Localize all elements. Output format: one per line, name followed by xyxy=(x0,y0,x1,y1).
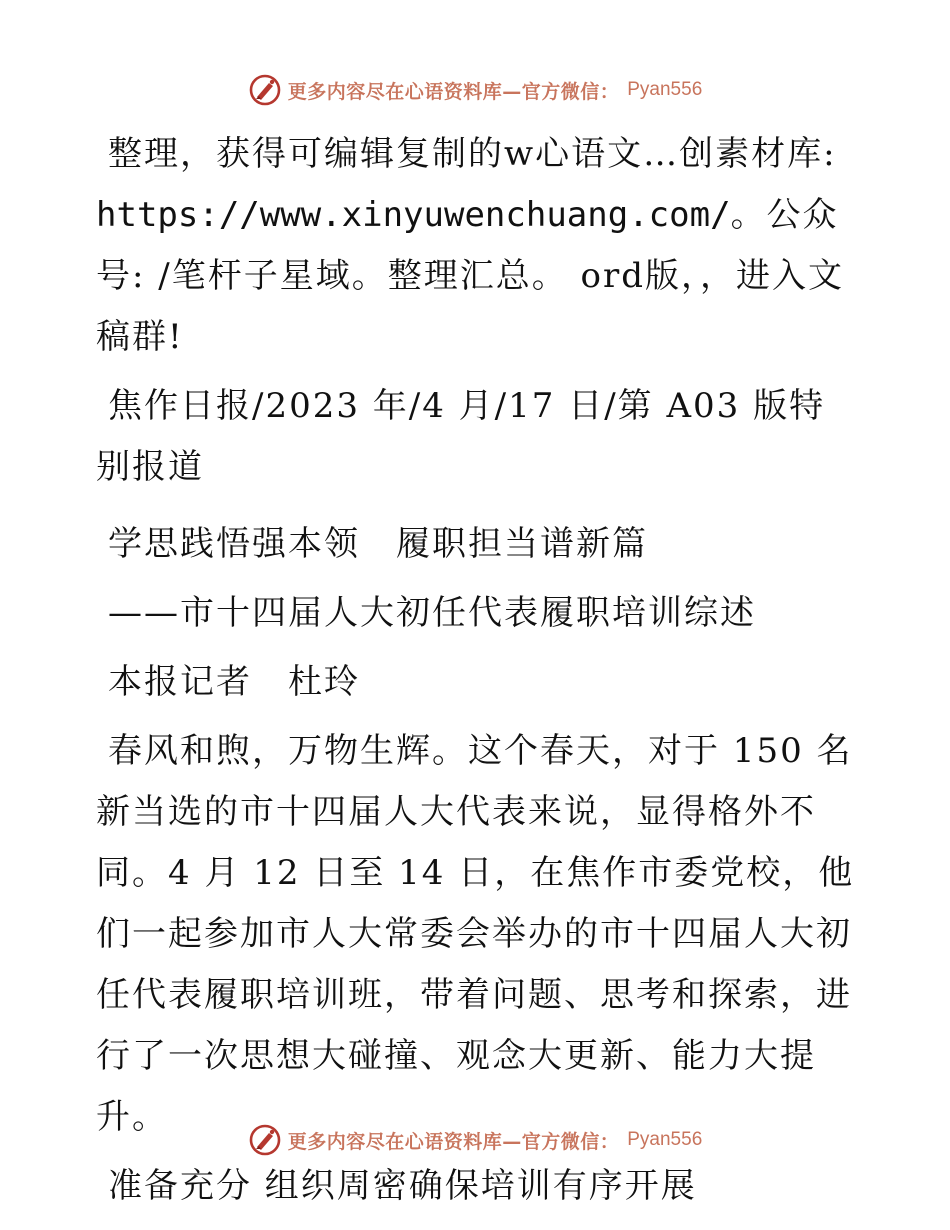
byline: 本报记者 杜玲 xyxy=(108,662,360,702)
section-heading: 准备充分 组织周密确保培训有序开展 xyxy=(108,1166,697,1206)
watermark-text: 更多内容尽在心语资料库—官方微信： xyxy=(287,80,620,103)
lead-paragraph: 春风和煦，万物生辉。这个春天，对于 150 名新当选的市十四届人大代表来说，显得格外不同。4 月 12 日至 14 日，在焦作市委党校，他们一起参加市人大常委会举办的市十四届人大初任代表履职培训班，带着问题、思考和探索，进行了一次思想大碰撞、观念大更新、能力大提升。 xyxy=(96,731,855,1137)
footer-watermark xyxy=(0,1120,950,1160)
watermark-wechat-id: Pyan556 xyxy=(627,79,703,100)
subheadline: ——市十四届人大初任代表履职培训综述 xyxy=(108,593,756,633)
intro-text-a: 整理，获得可编辑复制的w心语文…创素材库: xyxy=(108,134,837,174)
intro-text-b: 。公众号: /笔杆子星域。整理汇总。 ord版，，进入文稿群! xyxy=(96,195,845,357)
dateline: 焦作日报/2023 年/4 月/17 日/第 A03 版特别报道 xyxy=(96,386,826,487)
headline: 学思践悟强本领 履职担当谱新篇 xyxy=(108,524,648,564)
watermark-text: 更多内容尽在心语资料库—官方微信： xyxy=(287,1130,620,1153)
pen-logo-icon xyxy=(248,73,282,107)
watermark-wechat-id: Pyan556 xyxy=(627,1129,703,1150)
intro-paragraph xyxy=(96,124,856,368)
intro-url: https://www.xinyuwenchuang.com/ xyxy=(96,195,731,235)
document-body xyxy=(96,124,856,1217)
pen-logo-icon xyxy=(248,1123,282,1157)
header-watermark xyxy=(0,70,950,110)
